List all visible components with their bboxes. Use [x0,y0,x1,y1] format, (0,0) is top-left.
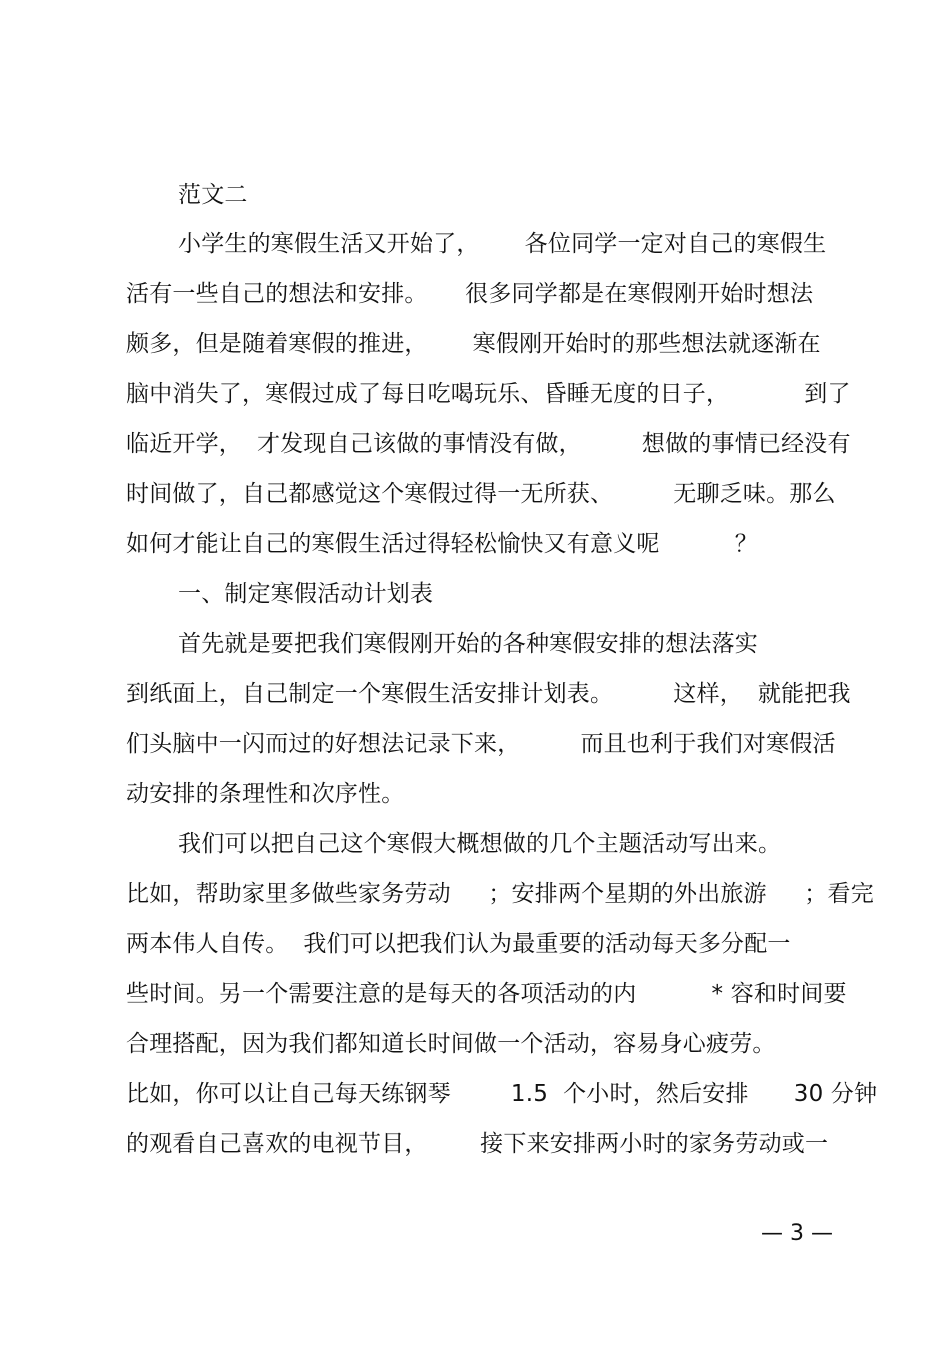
paragraph-line: 如何才能让自己的寒假生活过得轻松愉快又有意义呢 ？ [126,531,758,557]
paragraph-line: 比如，帮助家里多做些家务劳动 ；安排两个星期的外出旅游 ；看完 [126,881,874,907]
paragraph-line: 临近开学， 才发现自己该做的事情没有做， 想做的事情已经没有 [126,431,851,457]
page-number: — 3 — [761,1221,833,1246]
paragraph-line: 活有一些自己的想法和安排。 很多同学都是在寒假刚开始时想法 [126,281,814,307]
paragraph-line: 们头脑中一闪而过的好想法记录下来， 而且也利于我们对寒假活 [126,731,836,757]
paragraph-line: 颇多，但是随着寒假的推进， 寒假刚开始时的那些想法就逐渐在 [126,331,821,357]
paragraph-line: 两本伟人自传。 我们可以把我们认为最重要的活动每天多分配一 [126,931,791,957]
section-heading-fanwen-er: 范文二 [178,182,248,208]
paragraph-line: 脑中消失了，寒假过成了每日吃喝玩乐、昏睡无度的日子， 到了 [126,381,851,407]
paragraph-line: 比如，你可以让自己每天练钢琴 1.5 个小时，然后安排 30 分钟 [126,1081,878,1107]
paragraph-line: 合理搭配，因为我们都知道长时间做一个活动，容易身心疲劳。 [126,1031,776,1057]
paragraph-line: 动安排的条理性和次序性。 [126,781,405,807]
paragraph-line: 我们可以把自己这个寒假大概想做的几个主题活动写出来。 [178,831,782,857]
paragraph-line: 首先就是要把我们寒假刚开始的各种寒假安排的想法落实 [178,631,758,657]
subsection-heading: 一、制定寒假活动计划表 [178,581,434,607]
paragraph-line: 小学生的寒假生活又开始了， 各位同学一定对自己的寒假生 [178,231,827,257]
paragraph-line: 时间做了，自己都感觉这个寒假过得一无所获、 无聊乏味。那么 [126,481,836,507]
paragraph-line: 到纸面上，自己制定一个寒假生活安排计划表。 这样， 就能把我 [126,681,851,707]
paragraph-line: 些时间。另一个需要注意的是每天的各项活动的内 * 容和时间要 [126,981,847,1007]
paragraph-line: 的观看自己喜欢的电视节目， 接下来安排两小时的家务劳动或一 [126,1131,829,1157]
